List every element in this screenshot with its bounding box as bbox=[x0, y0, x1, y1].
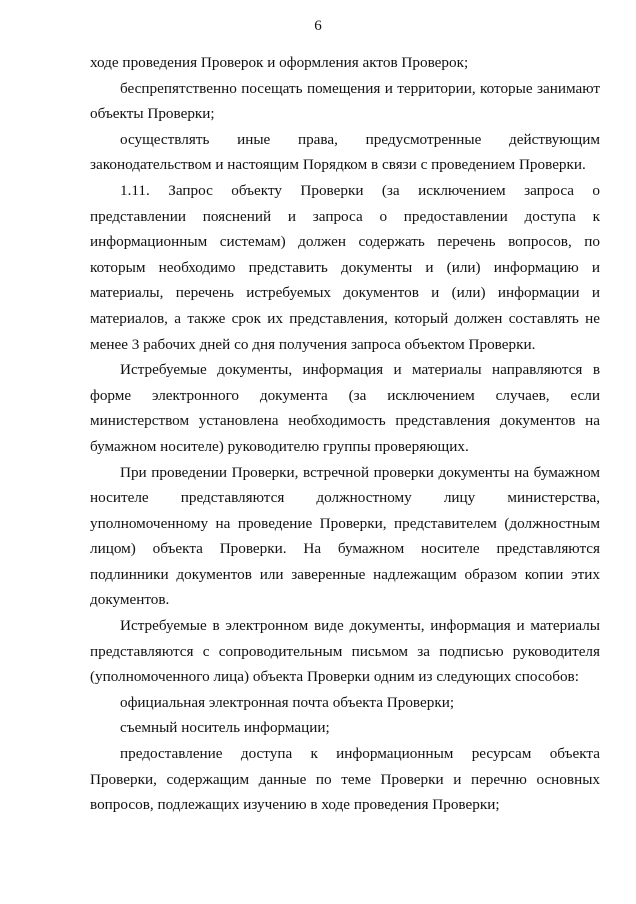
text-line: бумажном носителе) руководителю группы проверяющих. bbox=[90, 437, 469, 455]
text-line: законодательством и настоящим Порядком в связи с проведением Проверки. bbox=[90, 156, 586, 174]
text-line: объекты Проверки; bbox=[90, 105, 215, 123]
text-line: информационным системам) должен содержать перечень вопросов, по bbox=[90, 233, 600, 251]
text-line: Истребуемые документы, информация и материалы направляются в bbox=[120, 361, 600, 379]
text-line: съемный носитель информации; bbox=[120, 719, 330, 737]
text-line: 1.11. Запрос объекту Проверки (за исключением запроса о bbox=[120, 181, 600, 199]
text-line: министерством установлена необходимость представления документов на bbox=[90, 412, 600, 430]
text-line: уполномоченному на проведение Проверки, представителем (должностным bbox=[90, 514, 600, 532]
text-line: материалов, а также срок их представления, который должен составлять не bbox=[90, 309, 600, 327]
text-line: предоставление доступа к информационным ресурсам объекта bbox=[120, 745, 600, 763]
text-line: ходе проведения Проверок и оформления актов Проверок; bbox=[90, 54, 469, 71]
text-line: осуществлять иные права, предусмотренные действующим bbox=[120, 130, 600, 148]
text-line: (уполномоченного лица) объекта Проверки одним из следующих способов: bbox=[90, 668, 579, 686]
text-line: представлении пояснений и запроса о предоставлении доступа к bbox=[90, 207, 600, 225]
text-line: официальная электронная почта объекта Проверки; bbox=[120, 693, 455, 711]
page-number: 6 bbox=[314, 18, 322, 34]
text-line: При проведении Проверки, встречной проверки документы на бумажном bbox=[120, 463, 600, 481]
text-line: Истребуемые в электронном виде документы, информация и материалы bbox=[120, 617, 600, 635]
text-line: представляются с сопроводительным письмом за подписью руководителя bbox=[90, 642, 600, 660]
text-line: Проверки, содержащим данные по теме Проверки и перечню основных bbox=[90, 770, 600, 788]
document-body bbox=[90, 50, 600, 818]
text-line: материалы, перечень истребуемых документов и (или) информации и bbox=[90, 284, 600, 302]
text-line: которым необходимо представить документы и (или) информацию и bbox=[90, 258, 600, 276]
text-line: беспрепятственно посещать помещения и территории, которые занимают bbox=[120, 79, 600, 97]
text-line: вопросов, подлежащих изучению в ходе проведения Проверки; bbox=[90, 796, 500, 814]
text-line: лицом) объекта Проверки. На бумажном носителе представляются bbox=[90, 540, 600, 558]
text-line: подлинники документов или заверенные надлежащим образом копии этих bbox=[90, 565, 600, 583]
text-line: форме электронного документа (за исключением случаев, если bbox=[90, 386, 600, 404]
text-line: документов. bbox=[90, 591, 170, 609]
text-line: носителе представляются должностному лицу министерства, bbox=[90, 489, 600, 507]
text-line: менее 3 рабочих дней со дня получения запроса объектом Проверки. bbox=[90, 335, 536, 353]
